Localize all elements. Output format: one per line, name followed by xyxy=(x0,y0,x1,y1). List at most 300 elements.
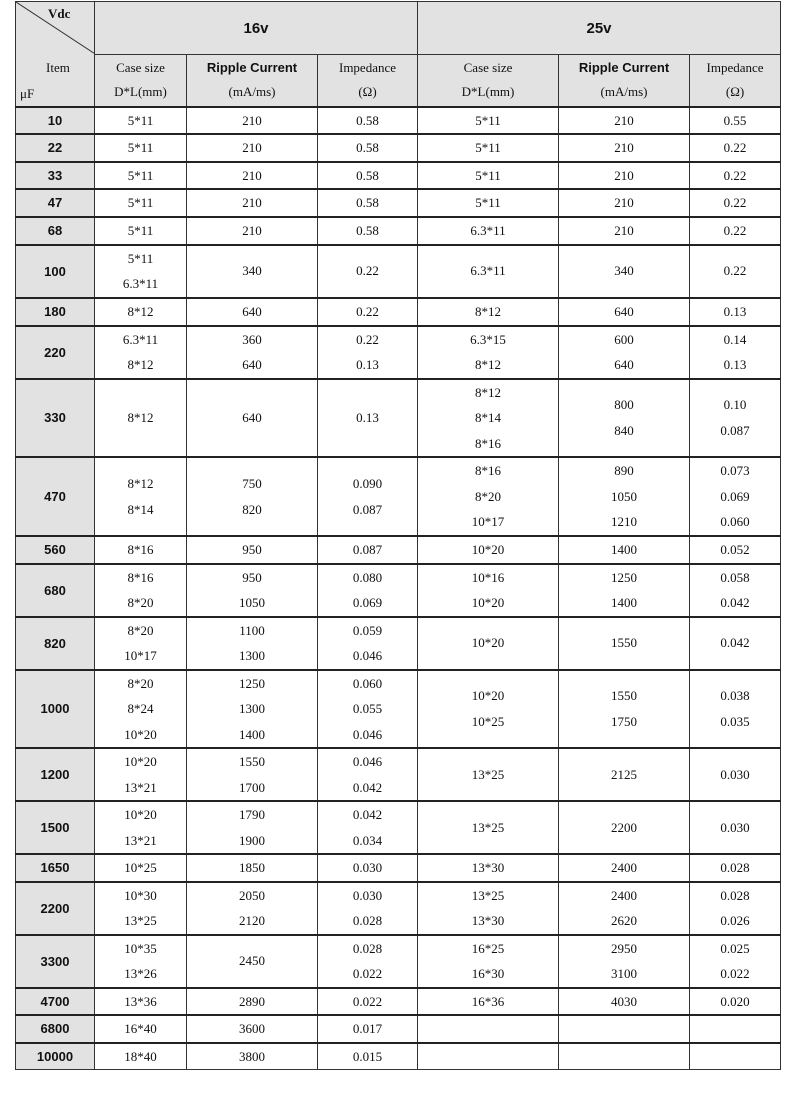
case-size-cell-25v xyxy=(418,748,559,801)
cell-value: 640 xyxy=(614,357,634,372)
impedance-cell-25v xyxy=(690,326,781,379)
cell-value: 1900 xyxy=(239,832,265,848)
cell-value: 0.026 xyxy=(720,913,750,928)
ripple-current-cell-25v xyxy=(559,1043,690,1070)
table-row xyxy=(16,245,781,298)
cell-value: 0.069 xyxy=(720,488,750,504)
cell-value: 8*16 xyxy=(475,463,502,479)
case-size-cell-16v xyxy=(95,854,187,882)
impedance-cell-16v xyxy=(318,801,418,854)
ripple-current-cell-25v xyxy=(559,1015,690,1043)
cell-value: 2620 xyxy=(611,913,638,928)
impedance-cell-25v xyxy=(690,217,781,245)
cell-value: 1750 xyxy=(611,713,638,729)
cell-value: 10*20 xyxy=(471,542,505,557)
case-size-cell-25v xyxy=(418,801,559,854)
table-row xyxy=(16,217,781,245)
cell-value: 0.087 xyxy=(352,542,383,557)
cell-value: 0.028 xyxy=(352,940,383,956)
cell-value: 1050 xyxy=(239,595,265,610)
cell-value: 210 xyxy=(614,195,634,210)
capacitance-cell: 10000 xyxy=(16,1043,95,1070)
table-row xyxy=(16,882,781,935)
cell-value: 1400 xyxy=(611,542,638,557)
cell-value: 0.060 xyxy=(720,514,750,530)
cell-value: 360 xyxy=(242,331,262,347)
capacitance-cell: 100 xyxy=(16,245,95,298)
case-size-cell-16v xyxy=(95,801,187,854)
capacitance-cell: 560 xyxy=(16,536,95,564)
impedance-cell-16v xyxy=(318,670,418,749)
case-size-cell-16v xyxy=(95,107,187,135)
cell-value: 210 xyxy=(242,195,262,210)
capacitor-spec-table xyxy=(15,1,781,1070)
cell-value: 950 xyxy=(242,542,262,557)
cell-value: 1700 xyxy=(239,779,265,795)
case-size-cell-25v xyxy=(418,189,559,217)
ripple-current-cell-25v xyxy=(559,326,690,379)
cell-value: 1210 xyxy=(611,514,638,530)
case-size-cell-16v xyxy=(95,134,187,162)
ripple-current-cell-25v xyxy=(559,536,690,564)
ripple-current-cell-25v xyxy=(559,107,690,135)
case-size-cell-25v xyxy=(418,217,559,245)
cell-value: 0.022 xyxy=(720,966,750,981)
cell-value: 13*36 xyxy=(124,993,157,1009)
impedance-cell-25v xyxy=(690,801,781,854)
cell-value: 13*25 xyxy=(471,819,505,835)
cell-value: 10*17 xyxy=(124,648,157,663)
cell-value: 8*12 xyxy=(475,303,502,319)
impedance-cell-25v xyxy=(690,457,781,536)
cell-value: 0.087 xyxy=(720,422,750,438)
cell-value: 8*12 xyxy=(127,357,154,372)
table-row xyxy=(16,988,781,1016)
cell-value: 8*20 xyxy=(127,595,154,610)
cell-value: 1050 xyxy=(611,488,638,504)
cell-value: 0.22 xyxy=(723,140,747,155)
case-size-cell-16v xyxy=(95,670,187,749)
cell-value: 0.22 xyxy=(356,263,379,279)
cell-value: 1400 xyxy=(611,595,638,610)
cell-value: 5*11 xyxy=(127,250,154,266)
capacitance-cell: 1650 xyxy=(16,854,95,882)
cell-value: 8*16 xyxy=(475,435,502,451)
cell-value: 0.034 xyxy=(352,832,383,848)
cell-value: 1400 xyxy=(239,726,265,742)
cell-value: 10*17 xyxy=(471,514,505,530)
cell-value: 0.073 xyxy=(720,463,750,479)
case-size-cell-25v xyxy=(418,670,559,749)
cell-value: 0.58 xyxy=(356,167,379,183)
ripple-current-cell-25v xyxy=(559,457,690,536)
cell-value: 0.22 xyxy=(723,167,747,183)
case-size-cell-25v xyxy=(418,564,559,617)
cell-value: 0.069 xyxy=(352,595,383,610)
case-size-cell-25v xyxy=(418,1043,559,1070)
ripple-current-cell-25v xyxy=(559,617,690,670)
capacitance-cell: 47 xyxy=(16,189,95,217)
case-size-cell-16v xyxy=(95,326,187,379)
table-row xyxy=(16,935,781,988)
table-row xyxy=(16,670,781,749)
table-row xyxy=(16,298,781,326)
cell-value: 6.3*11 xyxy=(122,331,159,347)
ripple-current-cell-16v xyxy=(187,988,318,1016)
cell-value: 0.022 xyxy=(352,993,383,1009)
cell-value: 13*30 xyxy=(471,913,505,928)
cell-value: 10*25 xyxy=(471,713,505,729)
cell-value: 0.10 xyxy=(723,397,747,413)
case-size-cell-16v xyxy=(95,1015,187,1043)
cell-value: 640 xyxy=(614,303,634,319)
capacitance-cell: 3300 xyxy=(16,935,95,988)
cell-value: 0.055 xyxy=(352,701,383,716)
impedance-cell-16v xyxy=(318,748,418,801)
cell-value: 0.028 xyxy=(720,860,750,875)
item-label: Item xyxy=(46,60,70,75)
cell-value: 18*40 xyxy=(124,1048,157,1064)
cell-value: 340 xyxy=(242,263,262,279)
impedance-cell-16v xyxy=(318,326,418,379)
cell-value: 16*40 xyxy=(124,1021,157,1036)
impedance-cell-25v xyxy=(690,134,781,162)
cell-value: 13*26 xyxy=(124,966,157,981)
cell-value: 0.046 xyxy=(352,754,383,769)
case-size-header-25v: Case size D*L(mm) xyxy=(418,55,559,107)
cell-value: 640 xyxy=(242,410,262,425)
ripple-current-cell-25v xyxy=(559,245,690,298)
case-size-cell-16v xyxy=(95,1043,187,1070)
table-row xyxy=(16,854,781,882)
cell-value: 13*21 xyxy=(124,832,157,848)
impedance-cell-16v xyxy=(318,1015,418,1043)
impedance-header-25v: Impedance (Ω) xyxy=(690,55,781,107)
ripple-current-cell-25v xyxy=(559,988,690,1016)
cell-value: 210 xyxy=(242,112,262,128)
cell-value: 0.022 xyxy=(352,966,383,981)
case-size-cell-25v xyxy=(418,935,559,988)
ripple-current-cell-16v xyxy=(187,1015,318,1043)
table-row xyxy=(16,748,781,801)
cell-value: 210 xyxy=(242,167,262,183)
case-size-cell-25v xyxy=(418,134,559,162)
case-size-cell-25v xyxy=(418,326,559,379)
impedance-cell-16v xyxy=(318,107,418,135)
cell-value: 600 xyxy=(614,331,634,347)
cell-value: 2200 xyxy=(611,819,638,835)
cell-value: 5*11 xyxy=(475,167,501,183)
impedance-cell-16v xyxy=(318,564,418,617)
cell-value: 8*20 xyxy=(127,622,154,638)
table-row xyxy=(16,189,781,217)
case-size-cell-16v xyxy=(95,536,187,564)
cell-value: 210 xyxy=(614,167,634,183)
cell-value: 16*25 xyxy=(471,940,505,956)
cell-value: 10*20 xyxy=(471,635,505,651)
cell-value: 5*11 xyxy=(475,140,501,155)
ripple-current-cell-16v xyxy=(187,217,318,245)
cell-value: 0.030 xyxy=(352,887,383,903)
cell-value: 8*20 xyxy=(127,675,154,691)
cell-value: 8*12 xyxy=(127,410,154,425)
impedance-cell-25v xyxy=(690,854,781,882)
impedance-cell-25v xyxy=(690,162,781,190)
cell-value: 0.060 xyxy=(352,675,383,691)
impedance-cell-16v xyxy=(318,162,418,190)
impedance-cell-16v xyxy=(318,988,418,1016)
cell-value: 640 xyxy=(242,303,262,319)
cell-value: 6.3*11 xyxy=(122,276,159,291)
cell-value: 0.13 xyxy=(356,410,379,425)
case-size-cell-25v xyxy=(418,536,559,564)
impedance-cell-25v xyxy=(690,189,781,217)
cell-value: 10*20 xyxy=(471,595,505,610)
case-size-cell-16v xyxy=(95,457,187,536)
ripple-current-cell-25v xyxy=(559,189,690,217)
ripple-current-cell-16v xyxy=(187,298,318,326)
impedance-cell-16v xyxy=(318,854,418,882)
cell-value: 10*25 xyxy=(124,860,157,875)
cell-value: 0.052 xyxy=(720,542,750,557)
capacitance-cell: 4700 xyxy=(16,988,95,1016)
impedance-cell-16v xyxy=(318,617,418,670)
cell-value: 0.090 xyxy=(352,476,383,491)
capacitance-cell: 1200 xyxy=(16,748,95,801)
cell-value: 3600 xyxy=(239,1021,265,1036)
ripple-current-cell-25v xyxy=(559,748,690,801)
ripple-current-cell-16v xyxy=(187,457,318,536)
cell-value: 5*11 xyxy=(127,140,154,155)
impedance-cell-25v xyxy=(690,1015,781,1043)
capacitance-cell: 68 xyxy=(16,217,95,245)
cell-value: 0.13 xyxy=(356,357,379,372)
ripple-current-cell-25v xyxy=(559,379,690,458)
ripple-current-cell-16v xyxy=(187,564,318,617)
corner-header-cell xyxy=(16,2,95,107)
cell-value: 8*12 xyxy=(475,357,502,372)
cell-value: 0.55 xyxy=(723,112,747,128)
cell-value: 0.042 xyxy=(352,807,383,822)
case-size-cell-16v xyxy=(95,564,187,617)
cell-value: 0.020 xyxy=(720,993,750,1009)
case-size-cell-16v xyxy=(95,882,187,935)
impedance-cell-25v xyxy=(690,882,781,935)
cell-value: 0.028 xyxy=(720,887,750,903)
cell-value: 2125 xyxy=(611,766,638,782)
ripple-current-cell-16v xyxy=(187,162,318,190)
capacitance-cell: 820 xyxy=(16,617,95,670)
table-row xyxy=(16,564,781,617)
cell-value: 0.030 xyxy=(352,860,383,875)
ripple-header-16v: Ripple Current (mA/ms) xyxy=(187,55,318,107)
cell-value: 800 xyxy=(614,397,634,413)
cell-value: 0.030 xyxy=(720,766,750,782)
impedance-cell-16v xyxy=(318,134,418,162)
cell-value: 2120 xyxy=(239,913,265,928)
cell-value: 210 xyxy=(614,222,634,238)
ripple-current-cell-16v xyxy=(187,189,318,217)
cell-value: 210 xyxy=(614,140,634,155)
cell-value: 8*16 xyxy=(127,542,154,557)
table-row xyxy=(16,162,781,190)
cell-value: 1100 xyxy=(239,622,265,638)
cell-value: 13*25 xyxy=(471,887,505,903)
cell-value: 0.22 xyxy=(723,263,747,279)
cell-value: 5*11 xyxy=(127,222,154,238)
cell-value: 10*16 xyxy=(471,569,505,585)
cell-value: 16*30 xyxy=(471,966,505,981)
cell-value: 210 xyxy=(614,112,634,128)
cell-value: 0.017 xyxy=(352,1021,383,1036)
ripple-current-cell-25v xyxy=(559,854,690,882)
impedance-cell-16v xyxy=(318,379,418,458)
cell-value: 13*21 xyxy=(124,779,157,795)
cell-value: 1300 xyxy=(239,701,265,716)
cell-value: 0.14 xyxy=(723,331,747,347)
cell-value: 0.046 xyxy=(352,726,383,742)
impedance-cell-25v xyxy=(690,935,781,988)
cell-value: 5*11 xyxy=(127,112,154,128)
cell-value: 8*12 xyxy=(127,476,154,491)
ripple-current-cell-16v xyxy=(187,379,318,458)
cell-value: 13*25 xyxy=(124,913,157,928)
cell-value: 0.58 xyxy=(356,112,379,128)
case-size-cell-25v xyxy=(418,1015,559,1043)
case-size-cell-25v xyxy=(418,298,559,326)
impedance-cell-16v xyxy=(318,245,418,298)
cell-value: 8*12 xyxy=(475,384,502,400)
cell-value: 8*14 xyxy=(127,501,154,517)
impedance-cell-25v xyxy=(690,536,781,564)
cell-value: 10*30 xyxy=(124,887,157,903)
cell-value: 1250 xyxy=(239,675,265,691)
cell-value: 13*30 xyxy=(471,860,505,875)
case-size-cell-16v xyxy=(95,617,187,670)
cell-value: 820 xyxy=(242,501,262,517)
table-row xyxy=(16,379,781,458)
capacitance-cell: 2200 xyxy=(16,882,95,935)
impedance-cell-25v xyxy=(690,245,781,298)
cell-value: 0.080 xyxy=(352,569,383,585)
cell-value: 0.042 xyxy=(720,595,750,610)
cell-value: 0.22 xyxy=(356,303,379,319)
cell-value: 0.087 xyxy=(352,501,383,517)
cell-value: 0.046 xyxy=(352,648,383,663)
cell-value: 6.3*11 xyxy=(470,222,506,238)
case-size-cell-16v xyxy=(95,162,187,190)
cell-value: 0.58 xyxy=(356,140,379,155)
voltage-header-25v: 25v xyxy=(418,2,781,55)
impedance-cell-16v xyxy=(318,189,418,217)
table-row xyxy=(16,1043,781,1070)
cell-value: 10*20 xyxy=(124,726,157,742)
table-row xyxy=(16,457,781,536)
impedance-cell-25v xyxy=(690,670,781,749)
cell-value: 10*20 xyxy=(124,807,157,822)
cell-value: 840 xyxy=(614,422,634,438)
cell-value: 0.13 xyxy=(723,357,747,372)
uf-unit-label: μF xyxy=(20,86,35,101)
cell-value: 0.13 xyxy=(723,303,747,319)
ripple-current-cell-16v xyxy=(187,882,318,935)
ripple-header-25v: Ripple Current (mA/ms) xyxy=(559,55,690,107)
cell-value: 640 xyxy=(242,357,262,372)
case-size-cell-16v xyxy=(95,748,187,801)
impedance-cell-16v xyxy=(318,1043,418,1070)
cell-value: 0.015 xyxy=(352,1048,383,1064)
capacitance-cell: 220 xyxy=(16,326,95,379)
impedance-header-16v: Impedance (Ω) xyxy=(318,55,418,107)
cell-value: 2400 xyxy=(611,887,638,903)
cell-value: 8*16 xyxy=(127,569,154,585)
vdc-label: Vdc xyxy=(48,6,71,21)
cell-value: 5*11 xyxy=(475,195,501,210)
capacitance-cell: 330 xyxy=(16,379,95,458)
case-size-cell-16v xyxy=(95,298,187,326)
ripple-current-cell-16v xyxy=(187,1043,318,1070)
cell-value: 0.038 xyxy=(720,688,750,704)
cell-value: 1550 xyxy=(239,754,265,769)
impedance-cell-16v xyxy=(318,217,418,245)
cell-value: 1550 xyxy=(611,635,638,651)
cell-value: 750 xyxy=(242,476,262,491)
ripple-current-cell-16v xyxy=(187,245,318,298)
cell-value: 5*11 xyxy=(475,112,501,128)
ripple-current-cell-25v xyxy=(559,564,690,617)
table-row xyxy=(16,617,781,670)
ripple-current-cell-16v xyxy=(187,854,318,882)
impedance-cell-25v xyxy=(690,617,781,670)
case-size-cell-16v xyxy=(95,189,187,217)
cell-value: 1790 xyxy=(239,807,265,822)
case-size-header-16v: Case size D*L(mm) xyxy=(95,55,187,107)
cell-value: 210 xyxy=(242,140,262,155)
table-row xyxy=(16,536,781,564)
impedance-cell-16v xyxy=(318,457,418,536)
case-size-cell-25v xyxy=(418,617,559,670)
cell-value: 3100 xyxy=(611,966,638,981)
case-size-cell-25v xyxy=(418,457,559,536)
ripple-current-cell-16v xyxy=(187,536,318,564)
impedance-cell-16v xyxy=(318,882,418,935)
ripple-current-cell-25v xyxy=(559,162,690,190)
ripple-current-cell-16v xyxy=(187,748,318,801)
case-size-cell-16v xyxy=(95,245,187,298)
table-row xyxy=(16,134,781,162)
capacitance-cell: 6800 xyxy=(16,1015,95,1043)
cell-value: 5*11 xyxy=(127,167,154,183)
ripple-current-cell-16v xyxy=(187,134,318,162)
impedance-cell-16v xyxy=(318,935,418,988)
cell-value: 0.042 xyxy=(720,635,750,651)
cell-value: 0.22 xyxy=(723,195,747,210)
case-size-cell-25v xyxy=(418,379,559,458)
impedance-cell-25v xyxy=(690,988,781,1016)
capacitance-cell: 680 xyxy=(16,564,95,617)
cell-value: 8*20 xyxy=(475,488,502,504)
case-size-cell-16v xyxy=(95,988,187,1016)
cell-value: 2050 xyxy=(239,887,265,903)
capacitance-cell: 470 xyxy=(16,457,95,536)
cell-value: 0.22 xyxy=(356,331,379,347)
cell-value: 340 xyxy=(614,263,634,279)
cell-value: 0.58 xyxy=(356,222,379,238)
capacitance-cell: 180 xyxy=(16,298,95,326)
ripple-current-cell-16v xyxy=(187,935,318,988)
impedance-cell-25v xyxy=(690,298,781,326)
ripple-current-cell-25v xyxy=(559,298,690,326)
